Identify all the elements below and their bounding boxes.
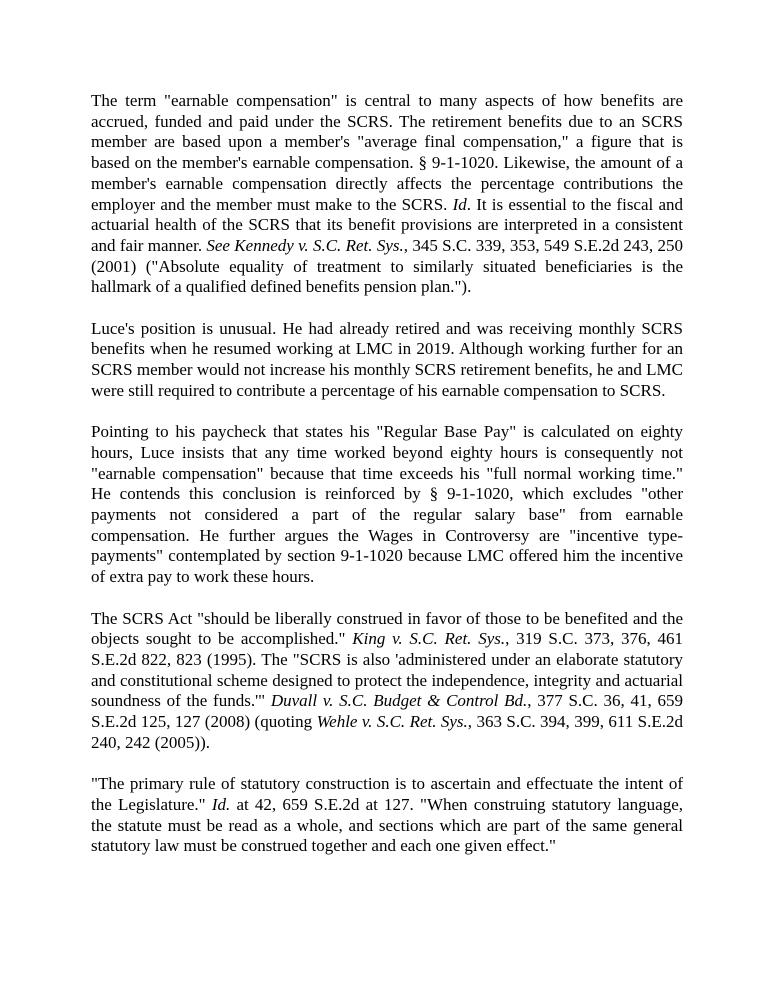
paragraph-luce-position	[91, 319, 683, 402]
paragraph-earnable-compensation	[91, 91, 683, 298]
citation-segment: Id	[452, 194, 467, 214]
text-segment: , 345 S.C. 339, 353, 549 S.E.2d 243, 250 (2001) ("Absolute equality of treatment to similarly situated beneficiaries is the hallmark of a qualified defined benefits pension plan.").	[91, 235, 683, 297]
text-segment: , 377 S.C. 36, 41, 659 S.E.2d 125, 127 (2008) (quoting	[91, 691, 684, 732]
citation-segment: King v. S.C. Ret. Sys.	[352, 629, 506, 649]
document-page	[91, 91, 683, 878]
text-segment: The term "earnable compensation" is central to many aspects of how benefits are accrued, funded and paid under the SCRS. The retirement benefits due to an SCRS member are based upon a member's "average final compensation," a figure that is based on the member's earnable compensation. § 9-1-1020. Likewise, the amount of a member's earnable compensation directly affects the percentage contributions the employer and the member must make to the SCRS.	[91, 91, 683, 214]
text-segment: Luce's position is unusual. He had already retired and was receiving monthly SCRS benefits when he resumed working at LMC in 2019. Although working further for an SCRS member would not increase his monthly SCRS retirement benefits, he and LMC were still required to contribute a percentage of his earnable compensation to SCRS.	[91, 318, 683, 400]
text-segment: "The primary rule of statutory construction is to ascertain and effectuate the intent of the Legislature."	[91, 774, 683, 814]
text-segment: The SCRS Act "should be liberally construed in favor of those to be benefited and the objects sought to be accomplished."	[91, 608, 683, 649]
citation-segment: Id.	[211, 794, 231, 814]
text-segment: , 319 S.C. 373, 376, 461 S.E.2d 822, 823 (1995). The "SCRS is also 'administered under an elaborate statutory and constitutional scheme designed to protect the independence, integrity and actuarial soundness of the funds.'"	[91, 629, 684, 711]
citation-segment: See Kennedy v. S.C. Ret. Sys.	[206, 235, 404, 255]
text-segment: . It is essential to the fiscal and actuarial health of the SCRS that its benefit provisions are interpreted in a consistent and fair manner.	[91, 194, 683, 255]
paragraph-scrs-act	[91, 609, 683, 754]
paragraph-statutory-construction	[91, 774, 683, 857]
citation-segment: Duvall v. S.C. Budget & Control Bd.	[270, 691, 528, 711]
text-segment: , 363 S.C. 394, 399, 611 S.E.2d 240, 242 (2005)).	[91, 712, 683, 752]
text-segment: Pointing to his paycheck that states his "Regular Base Pay" is calculated on eighty hours, Luce insists that any time worked beyond eighty hours is consequently not "earnable compensation" because that time exceeds his "full normal working time." He contends this conclusion is reinforced by § 9-1-1020, which excludes "other payments not considered a part of the regular salary base" from earnable compensation. He further argues the Wages in Controversy are "incentive type-payments" contemplated by section 9-1-1020 because LMC offered him the incentive of extra pay to work these hours.	[91, 422, 683, 587]
citation-segment: Wehle v. S.C. Ret. Sys.	[316, 712, 468, 732]
paragraph-paycheck-argument	[91, 422, 683, 588]
text-segment: at 42, 659 S.E.2d at 127. "When construing statutory language, the statute must be read as a whole, and sections which are part of the same general statutory law must be construed together and each one given effect."	[91, 794, 683, 856]
